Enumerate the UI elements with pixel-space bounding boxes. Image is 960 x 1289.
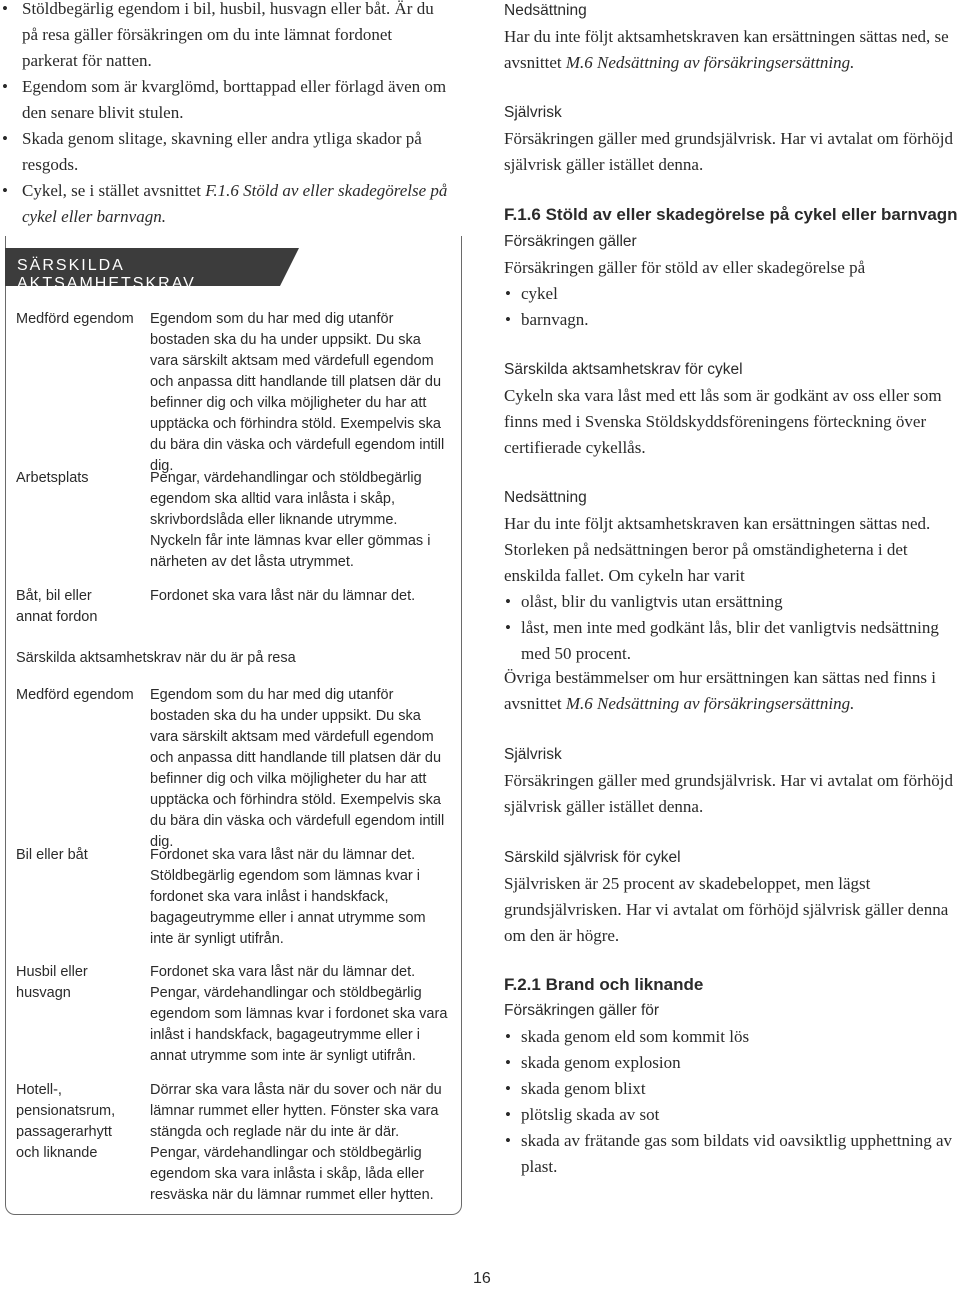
requirement-text: Fordonet ska vara låst när du lämnar det. Stöldbegärlig egendom som lämnas kvar i fordonet ska vara inlåst i handskfack, bagageutrymme eller i annat utrymme som inte är synligt utifrån.: [150, 847, 426, 947]
paragraph: Försäkringen gäller med grundsjälvrisk. Har vi avtalat om förhöjd självrisk gäller istället denna.: [504, 129, 953, 174]
section-banner: [5, 248, 280, 292]
section-heading: Självrisk: [504, 104, 562, 121]
list-item: • olåst, blir du vanligtvis utan ersättning: [504, 589, 960, 615]
list-item: • skada genom eld som kommit lös: [504, 1024, 960, 1050]
paragraph-text: Övriga bestämmelser om hur ersättningen kan sättas ned finns i avsnittet: [504, 668, 936, 713]
paragraph: Försäkringen gäller för stöld av eller skadegörelse på: [504, 258, 866, 277]
section-reference: F.1.6 Stöld av eller skadegörelse på cykel eller barnvagn.: [22, 181, 448, 226]
requirement-label: Medförd egendom: [16, 687, 134, 703]
requirement-label: Hotell-, pensionatsrum, passagerarhytt och liknande: [16, 1082, 116, 1161]
requirement-label: Båt, bil eller annat fordon: [16, 588, 98, 625]
paragraph: Självrisken är 25 procent av skadebeloppet, men lägst grundsjälvrisken. Har vi avtalat om förhöjd självrisk gäller denna om den är högre.: [504, 874, 949, 945]
paragraph: Har du inte följt aktsamhetskraven kan ersättningen sättas ned. Storleken på nedsättningen beror på omständigheterna i det enskilda fallet. Om cykeln har varit: [504, 514, 931, 585]
banner-title: SÄRSKILDA AKTSAMHETSKRAV: [17, 257, 196, 292]
requirement-text: Dörrar ska vara låsta när du sover och när du lämnar rummet eller hytten. Fönster ska vara stängda och reglade när du inte är där. Pengar, värdehandlingar och stöldbegärlig egendom ska vara inlåsta i skåp, låda eller resväska när du lämnar rummet eller hytten.: [150, 1082, 442, 1203]
paragraph: Cykeln ska vara låst med ett lås som är godkänt av oss eller som finns med i Svenska Stöldskyddsföreningens förteckning över certifierade cykellås.: [504, 386, 942, 457]
paragraph: Försäkringen gäller med grundsjälvrisk. Har vi avtalat om förhöjd självrisk gäller istället denna.: [504, 771, 953, 816]
section-title: F.1.6 Stöld av eller skadegörelse på cykel eller barnvagn: [504, 205, 958, 224]
section-heading: Försäkringen gäller: [504, 233, 637, 250]
list-item: • Skada genom slitage, skavning eller andra ytliga skador på resgods.: [0, 126, 450, 178]
list-item: • låst, men inte med godkänt lås, blir det vanligtvis nedsättning med 50 procent.: [504, 615, 960, 667]
list-item: • barnvagn.: [504, 307, 960, 333]
requirement-text: Pengar, värdehandlingar och stöldbegärlig egendom ska alltid vara inlåsta i skåp, skrivbordslåda eller liknande utrymme. Nyckeln får inte lämnas kvar eller gömmas i närheten av det låsta utrymmet.: [150, 470, 431, 570]
coverage-list: [504, 1024, 960, 1180]
section-heading: Nedsättning: [504, 489, 587, 506]
section-heading: Försäkringen gäller för: [504, 1002, 660, 1019]
list-item: • skada genom explosion: [504, 1050, 960, 1076]
paragraph: [504, 24, 960, 76]
page-number: 16: [473, 1270, 491, 1287]
requirement-text: Fordonet ska vara låst när du lämnar det. Pengar, värdehandlingar och stöldbegärlig egendom som lämnas kvar i fordonet ska vara inlåst i handskfack, bagageutrymme eller i annat utrymme som inte är synligt utifrån.: [150, 964, 448, 1064]
section-title: F.2.1 Brand och liknande: [504, 975, 704, 994]
section-heading: Nedsättning: [504, 2, 587, 19]
requirement-label: Medförd egendom: [16, 311, 134, 327]
section-reference: M.6 Nedsättning av försäkringsersättning.: [565, 694, 855, 713]
reduction-list: [504, 589, 960, 667]
section-heading: Självrisk: [504, 746, 562, 763]
list-item: • Stöldbegärlig egendom i bil, husbil, husvagn eller båt. Är du på resa gäller försäkringen om du inte lämnat fordonet parkerat för natten.: [0, 0, 450, 74]
list-item: • skada av frätande gas som bildats vid oavsiktlig upphettning av plast.: [504, 1128, 960, 1180]
section-reference: M.6 Nedsättning av försäkringsersättning.: [565, 53, 855, 72]
exclusions-list: [0, 0, 450, 230]
paragraph-text: Har du inte följt aktsamhetskraven kan ersättningen sättas ned, se avsnittet: [504, 27, 949, 72]
list-item: • skada genom blixt: [504, 1076, 960, 1102]
travel-subheading: Särskilda aktsamhetskrav när du är på resa: [16, 650, 296, 666]
list-item: • plötslig skada av sot: [504, 1102, 960, 1128]
list-item: [0, 178, 450, 230]
requirement-label: Arbetsplats: [16, 470, 89, 486]
requirement-text: Egendom som du har med dig utanför bostaden ska du ha under uppsikt. Du ska vara särskilt aktsam med värdefull egendom och anpassa ditt handlande till platsen där du befinner dig och vilka möjligheter du har att upptäcka och förhindra stöld. Exempelvis ska du bära din väska och värdefull egendom intill dig.: [150, 311, 445, 474]
list-item: • Egendom som är kvarglömd, borttappad eller förlagd även om den senare blivit stulen.: [0, 74, 450, 126]
requirement-label: Husbil eller husvagn: [16, 964, 88, 1001]
requirement-text: Egendom som du har med dig utanför bostaden ska du ha under uppsikt. Du ska vara särskilt aktsam med värdefull egendom och anpassa ditt handlande till platsen där du befinner dig och vilka möjligheter du har att upptäcka och förhindra stöld. Exempelvis ska du bära din väska och värdefull egendom intill dig.: [150, 687, 445, 850]
list-item-text: Cykel, se i stället avsnittet: [22, 181, 206, 200]
section-heading: Särskilda aktsamhetskrav för cykel: [504, 361, 743, 378]
coverage-list: [504, 281, 960, 333]
list-item: • cykel: [504, 281, 960, 307]
requirement-text: Fordonet ska vara låst när du lämnar det.: [150, 588, 416, 604]
paragraph: [504, 665, 960, 717]
section-heading: Särskild självrisk för cykel: [504, 849, 681, 866]
requirement-label: Bil eller båt: [16, 847, 88, 863]
